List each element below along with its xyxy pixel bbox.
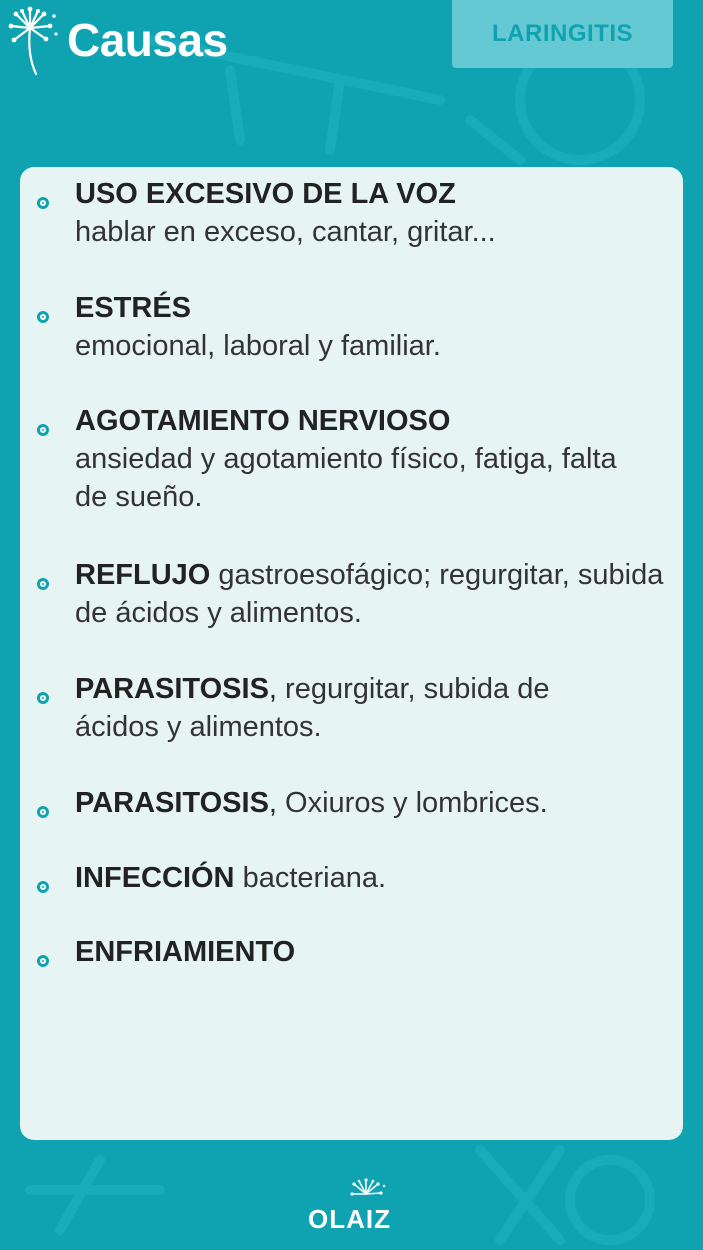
cause-title: ENFRIAMIENTO [75,936,296,968]
app-header [0,0,703,90]
bullet-circle-icon [37,424,49,436]
cause-description: gastroesofágico; regurgitar, subida de ácidos y alimentos. [75,559,664,629]
cause-title: AGOTAMIENTO NERVIOSO [75,405,451,437]
bullet-circle-icon [37,578,49,590]
cause-description: emocional, laboral y familiar. [75,330,441,362]
bullet-circle-icon [37,311,49,323]
cause-title: REFLUJO [75,559,211,591]
cause-separator: , [268,673,286,705]
cause-separator: , [268,787,286,819]
cause-title: USO EXCESIVO DE LA VOZ [75,178,456,210]
cause-description: ansiedad y agotamiento físico, fatiga, falta de sueño. [75,443,617,513]
bullet-circle-icon [37,806,49,818]
olaiz-logo [300,1178,404,1238]
bullet-circle-icon [37,881,49,893]
cause-description: Oxiuros y lombrices. [285,787,548,819]
bullet-circle-icon [37,197,49,209]
bullet-circle-icon [37,692,49,704]
causes-card [20,167,683,1140]
cause-description: regurgitar, subida de ácidos y alimentos. [75,673,550,743]
cause-description: hablar en exceso, cantar, gritar... [75,216,496,248]
cause-description: bacteriana. [242,862,387,894]
footer-logo-text: OLAIZ [308,1204,391,1234]
cause-separator [235,862,243,894]
page-title: Causas [67,14,228,66]
cause-title: PARASITOSIS [75,673,269,705]
cause-title: ESTRÉS [75,292,192,324]
cause-title: INFECCIÓN [75,862,235,894]
cause-title: PARASITOSIS [75,787,269,819]
topic-tag[interactable]: LARINGITIS [452,0,673,68]
bullet-circle-icon [37,955,49,967]
dandelion-icon [6,6,60,76]
